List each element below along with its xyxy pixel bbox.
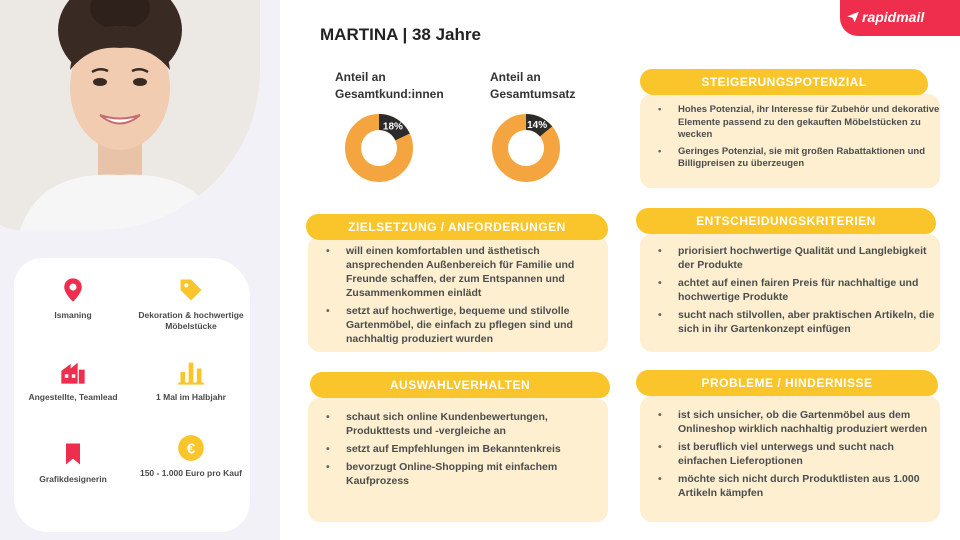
customers-share-donut	[343, 112, 415, 184]
problems-heading: PROBLEME / HINDERNISSE	[636, 370, 938, 396]
selection-list	[308, 410, 608, 488]
bookmark-icon	[59, 440, 87, 468]
job-status-label: Angestellte, Teamlead	[28, 392, 118, 402]
problems-list	[640, 408, 940, 500]
bar-chart-icon	[177, 358, 205, 386]
list-item: • bevorzugt Online-Shopping mit einfachem Kaufprozess	[308, 460, 608, 488]
job-status-info	[18, 358, 128, 403]
location-label: Ismaning	[54, 310, 92, 320]
interest-label: Dekoration & hochwertige Möbelstücke	[138, 310, 244, 331]
list-item: • möchte sich nicht durch Produktlisten aus 1.000 Artikeln kämpfen	[640, 472, 940, 500]
location-info	[18, 276, 128, 321]
list-item: • achtet auf einen fairen Preis für nachhaltige und hochwertige Produkte	[640, 276, 940, 304]
list-item: • Hohes Potenzial, ihr Interesse für Zubehör und dekorative Elemente passend zu den gekauften Möbelstücken zu wecken	[640, 104, 940, 142]
list-item: • sucht nach stilvollen, aber praktischen Artikeln, die sich in ihr Gartenkonzept einfügen	[640, 308, 940, 336]
info-card	[14, 258, 250, 532]
problems-box	[640, 396, 940, 522]
location-pin-icon	[59, 276, 87, 304]
euro-coin-icon	[177, 434, 205, 462]
customers-share-label: Anteil an Gesamtkund:innen	[335, 70, 444, 101]
building-icon	[59, 358, 87, 386]
profession-label: Grafikdesignerin	[39, 474, 107, 484]
profession-info	[18, 440, 128, 485]
budget-info	[136, 434, 246, 479]
customers-share-value: 18%	[382, 121, 403, 133]
list-item: • Geringes Potenzial, sie mit großen Rabattaktionen und Billigpreisen zu überzeugen	[640, 146, 940, 171]
list-item: • schaut sich online Kundenbewertungen, Produkttests und -vergleiche an	[308, 410, 608, 438]
goals-heading: ZIELSETZUNG / ANFORDERUNGEN	[306, 214, 608, 240]
selection-box	[308, 398, 608, 522]
paper-plane-icon	[846, 10, 860, 24]
list-item: • priorisiert hochwertige Qualität und Langlebigkeit der Produkte	[640, 244, 940, 272]
price-tag-icon	[177, 276, 205, 304]
frequency-info	[136, 358, 246, 403]
list-item: • ist beruflich viel unterwegs und sucht nach einfachen Lieferoptionen	[640, 440, 940, 468]
page-title: MARTINA | 38 Jahre	[320, 25, 481, 44]
interest-info	[136, 276, 246, 332]
svg-text:€: €	[186, 440, 196, 458]
rapidmail-logo[interactable]	[840, 0, 960, 36]
goals-list	[308, 244, 608, 346]
revenue-share-donut	[490, 112, 562, 184]
potential-heading: STEIGERUNGSPOTENZIAL	[640, 69, 928, 95]
list-item: • will einen komfortablen und ästhetisch ansprechenden Außenbereich für Familie und Freunde schaffen, der zum Entspannen und Zusammenkommen einlädt	[308, 244, 608, 300]
revenue-share-label: Anteil an Gesamtumsatz	[490, 70, 576, 101]
selection-heading: AUSWAHLVERHALTEN	[310, 372, 610, 398]
frequency-label: 1 Mal im Halbjahr	[156, 392, 226, 402]
budget-label: 150 - 1.000 Euro pro Kauf	[139, 468, 243, 478]
criteria-heading: ENTSCHEIDUNGSKRITERIEN	[636, 208, 936, 234]
potential-box	[640, 94, 940, 188]
list-item: • setzt auf hochwertige, bequeme und stilvolle Gartenmöbel, die einfach zu pflegen sind und nachhaltig produziert wurden	[308, 304, 608, 346]
logo-text: rapidmail	[862, 9, 925, 25]
criteria-box	[640, 234, 940, 352]
list-item: • ist sich unsicher, ob die Gartenmöbel aus dem Onlineshop wirklich nachhaltig produziert werden	[640, 408, 940, 436]
list-item: • setzt auf Empfehlungen im Bekanntenkreis	[308, 442, 608, 456]
criteria-list	[640, 244, 940, 336]
potential-list	[640, 104, 940, 171]
goals-box	[308, 236, 608, 352]
revenue-share-value: 14%	[527, 120, 548, 131]
